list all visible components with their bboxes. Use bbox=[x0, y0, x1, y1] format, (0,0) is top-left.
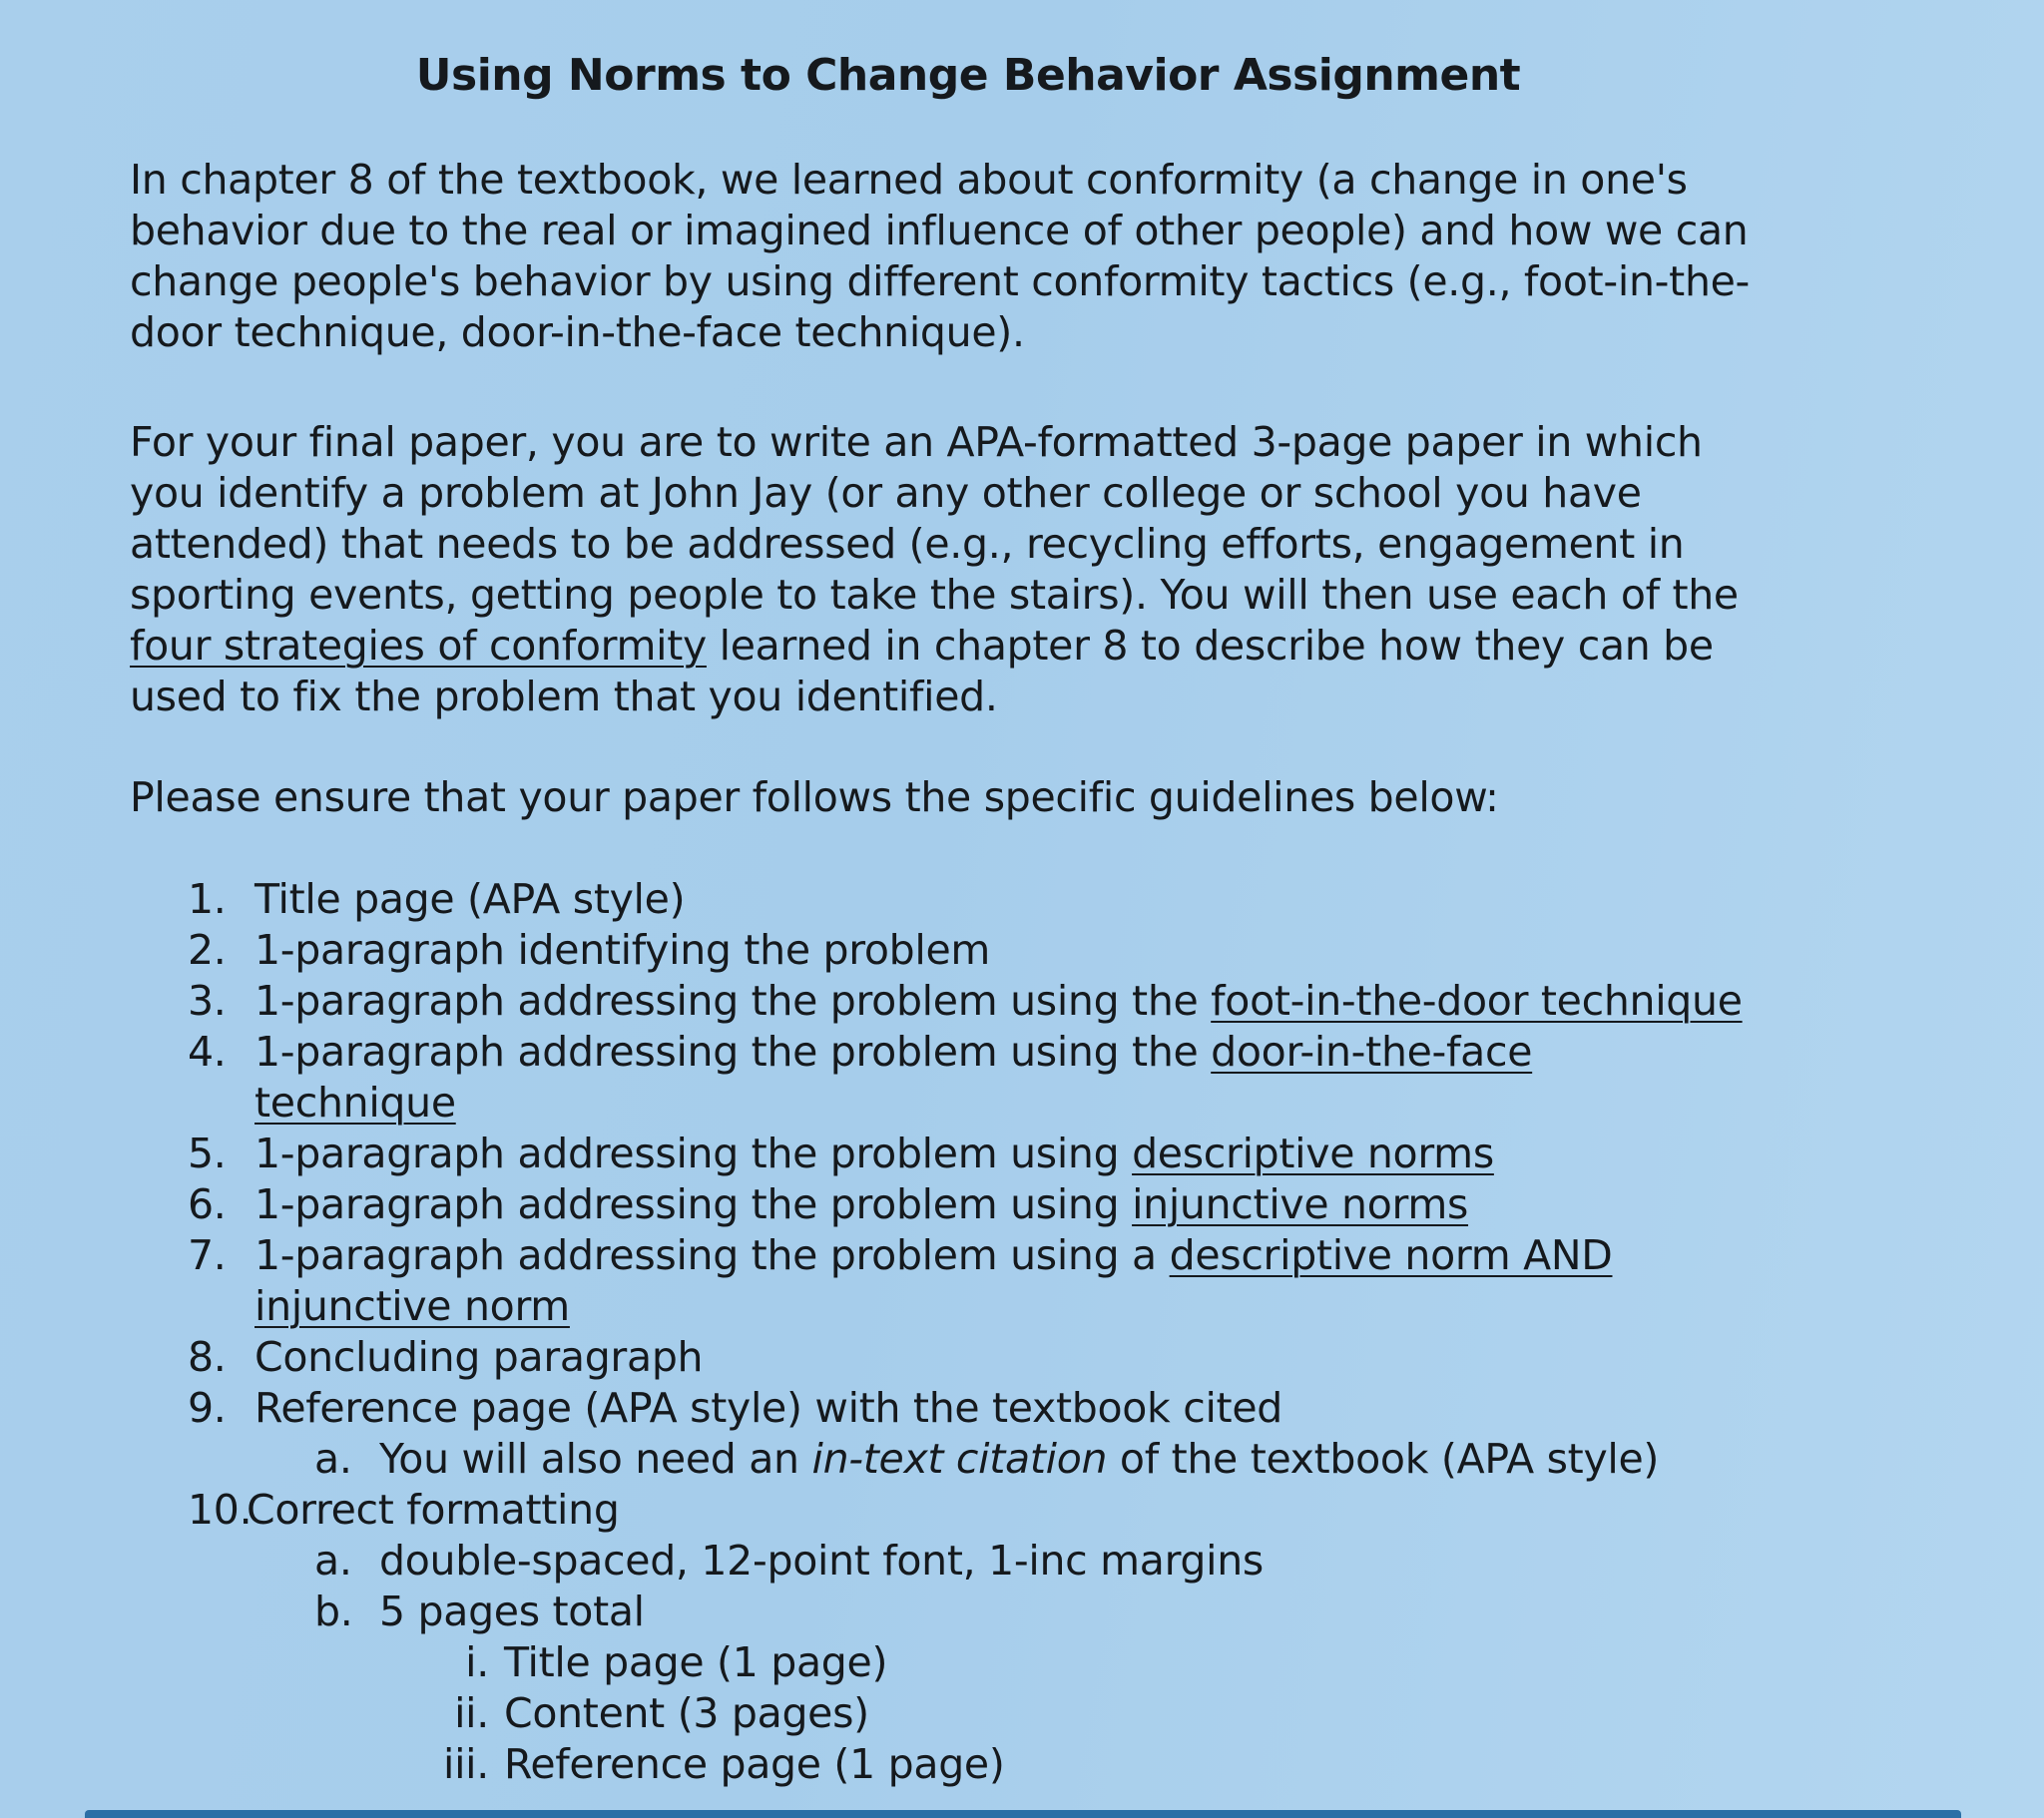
four-strategies-link: four strategies of conformity bbox=[130, 622, 707, 670]
sub-sub-list-item-text: Title page (1 page) bbox=[504, 1638, 888, 1686]
final-paragraph-text-end: learned in chapter 8 to describe how they can be used to fix the problem that you identified. bbox=[130, 622, 1714, 720]
list-item bbox=[130, 1027, 1552, 1129]
list-item bbox=[130, 874, 1826, 925]
list-item-text: Reference page (APA style) with the textbook cited bbox=[255, 1384, 1282, 1432]
sub-list-item-letter: a. bbox=[314, 1537, 352, 1585]
list-item-number: 5. bbox=[188, 1130, 227, 1177]
sub-list-item bbox=[130, 1434, 1826, 1485]
page-title: Using Norms to Change Behavior Assignment bbox=[415, 50, 1521, 101]
sub-list-item-text: double-spaced, 12-point font, 1-inc margins bbox=[379, 1537, 1264, 1585]
guidelines-list bbox=[130, 874, 1826, 1790]
sub-sub-list-item-text: Reference page (1 page) bbox=[504, 1740, 1005, 1788]
list-item-underlined: door-in-the-face technique bbox=[255, 1028, 1533, 1127]
list-item-text: Concluding paragraph bbox=[255, 1333, 704, 1381]
list-item-underlined: injunctive norms bbox=[1132, 1180, 1469, 1228]
sub-list-item-text: 5 pages total bbox=[379, 1588, 645, 1635]
list-item bbox=[130, 976, 1826, 1027]
list-item-text: 1-paragraph addressing the problem using the bbox=[255, 977, 1212, 1025]
roman-numeral: ii. bbox=[454, 1689, 489, 1737]
list-item-text: 1-paragraph identifying the problem bbox=[255, 926, 991, 974]
sub-list-item-letter: b. bbox=[314, 1588, 353, 1635]
list-item-number: 9. bbox=[188, 1384, 227, 1432]
sub-list-item-text-end: of the textbook (APA style) bbox=[1107, 1435, 1660, 1483]
intro-paragraph: In chapter 8 of the textbook, we learned about conformity (a change in one's behavior due to the real or imagined influence of other people) and how we can change people's behavior by using different conformity tactics (e.g., foot-in-the-door technique, door-in-the-face technique). bbox=[130, 156, 1751, 356]
list-item-number: 4. bbox=[188, 1028, 227, 1076]
list-item-underlined: foot-in-the-door technique bbox=[1211, 977, 1743, 1025]
sub-sub-list-item-text: Content (3 pages) bbox=[504, 1689, 869, 1737]
list-item-text: 1-paragraph addressing the problem using the bbox=[255, 1028, 1212, 1076]
list-item-number: 8. bbox=[188, 1333, 227, 1381]
sub-list-item bbox=[130, 1587, 1826, 1637]
list-item-text: Title page (APA style) bbox=[255, 875, 686, 923]
list-item bbox=[130, 1485, 1826, 1536]
roman-numeral: i. bbox=[465, 1638, 489, 1686]
list-item-number: 10. bbox=[188, 1486, 253, 1534]
list-item-number: 3. bbox=[188, 977, 227, 1025]
list-item bbox=[130, 1230, 1672, 1332]
guidelines-intro: Please ensure that your paper follows the specific guidelines below: bbox=[130, 773, 1499, 821]
list-item bbox=[130, 925, 1826, 976]
list-item bbox=[130, 1332, 1826, 1383]
list-item bbox=[130, 1129, 1826, 1179]
list-item-text: 1-paragraph addressing the problem using bbox=[255, 1130, 1133, 1177]
sub-sub-list-item bbox=[130, 1637, 1826, 1688]
sub-list-item-letter: a. bbox=[314, 1435, 352, 1483]
final-paper-paragraph bbox=[130, 417, 1787, 722]
list-item-number: 1. bbox=[188, 875, 227, 923]
sub-list-item-text: You will also need an bbox=[379, 1435, 812, 1483]
list-item-underlined: descriptive norm AND injunctive norm bbox=[255, 1231, 1613, 1330]
list-item bbox=[130, 1179, 1826, 1230]
list-item-text: 1-paragraph addressing the problem using a bbox=[255, 1231, 1170, 1279]
sub-list-item bbox=[130, 1536, 1826, 1587]
list-item-text: 1-paragraph addressing the problem using bbox=[255, 1180, 1133, 1228]
sub-sub-list-item bbox=[130, 1739, 1826, 1790]
sub-sub-list-item bbox=[130, 1688, 1826, 1739]
list-item-underlined: descriptive norms bbox=[1132, 1130, 1494, 1177]
roman-numeral: iii. bbox=[442, 1740, 489, 1788]
list-item-number: 2. bbox=[188, 926, 227, 974]
list-item-text: Correct formatting bbox=[247, 1486, 620, 1534]
list-item-number: 7. bbox=[188, 1231, 227, 1279]
in-text-citation-emphasis: in-text citation bbox=[811, 1435, 1108, 1483]
list-item bbox=[130, 1383, 1826, 1434]
list-item-number: 6. bbox=[188, 1180, 227, 1228]
screen-bottom-edge bbox=[85, 1810, 1961, 1818]
final-paragraph-text-start: For your final paper, you are to write an APA-formatted 3-page paper in which you identify a problem at John Jay (or any other college or school you have attended) that needs to be addressed (e.g., recycling efforts, engagement in sporting events, getting people to take the stairs). You will then use each of the bbox=[130, 418, 1739, 619]
